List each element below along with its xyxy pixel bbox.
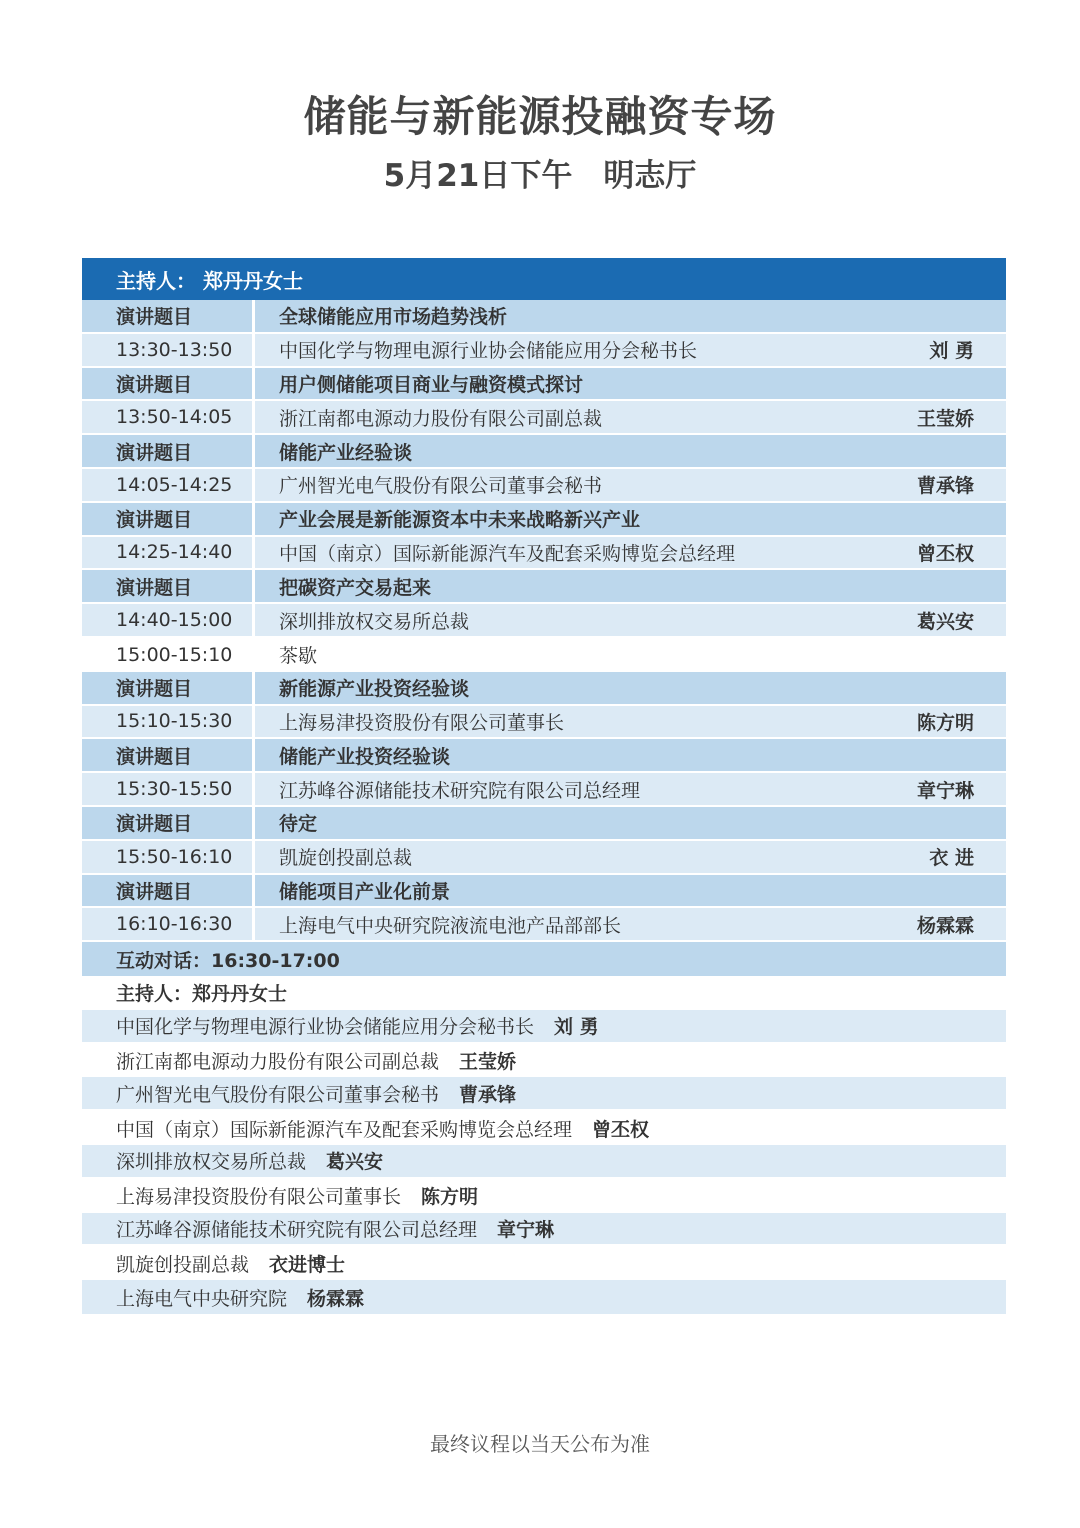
- break-row: [82, 638, 1006, 672]
- speaker-org: 江苏峰谷源储能技术研究院有限公司总经理: [279, 779, 641, 802]
- topic-row: [82, 672, 1006, 706]
- panelist-name: 章宁琳: [497, 1218, 555, 1241]
- topic-label: 演讲题目: [116, 509, 193, 532]
- speaker-org: 上海易津投资股份有限公司董事长: [279, 711, 565, 734]
- topic-title: 全球储能应用市场趋势浅析: [279, 306, 508, 329]
- panelist-name: 王莹娇: [459, 1050, 517, 1073]
- topic-title: 储能产业经验谈: [279, 441, 413, 464]
- panelist-org: 中国化学与物理电源行业协会储能应用分会秘书长: [116, 1016, 535, 1039]
- topic-label: 演讲题目: [116, 576, 193, 599]
- panelist-row: [82, 1010, 1006, 1044]
- time-slot: 15:10-15:30: [116, 710, 233, 733]
- time-slot: 14:25-14:40: [116, 541, 233, 564]
- panelist-org: 中国（南京）国际新能源汽车及配套采购博览会总经理: [116, 1118, 573, 1141]
- panelist-row: [82, 1044, 1006, 1078]
- panelist-org: 上海电气中央研究院: [116, 1287, 288, 1310]
- footer-note: 最终议程以当天公布为准: [430, 1432, 650, 1456]
- dialogue-host-row: [82, 976, 1006, 1010]
- topic-row: [82, 875, 1006, 909]
- topic-title: 新能源产业投资经验谈: [279, 678, 470, 701]
- panelist-row: [82, 1246, 1006, 1280]
- topic-label: 演讲题目: [116, 306, 193, 329]
- panelist-row: [82, 1145, 1006, 1179]
- panelist-org: 广州智光电气股份有限公司董事会秘书: [116, 1083, 440, 1106]
- topic-label: 演讲题目: [116, 813, 193, 836]
- speaker-name: 衣 进: [929, 847, 974, 870]
- time-row: [82, 469, 1006, 503]
- topic-label: 演讲题目: [116, 441, 193, 464]
- panelist-row: [82, 1179, 1006, 1213]
- topic-label: 演讲题目: [116, 880, 193, 903]
- topic-title: 产业会展是新能源资本中未来战略新兴产业: [279, 509, 641, 532]
- time-slot: 13:50-14:05: [116, 406, 233, 429]
- topic-row: [82, 300, 1006, 334]
- topic-row: [82, 807, 1006, 841]
- time-slot: 15:50-16:10: [116, 845, 233, 868]
- time-row: [82, 706, 1006, 740]
- panelist-org: 上海易津投资股份有限公司董事长: [116, 1186, 402, 1209]
- time-row: [82, 908, 1006, 942]
- speaker-name: 曹承锋: [916, 475, 974, 498]
- topic-label: 演讲题目: [116, 745, 193, 768]
- dialogue-host: 主持人：郑丹丹女士: [116, 983, 288, 1006]
- host-header: 主持人： 郑丹丹女士: [116, 268, 303, 293]
- time-row: [82, 773, 1006, 807]
- speaker-name: 王莹娇: [916, 407, 974, 430]
- panelist-row: [82, 1111, 1006, 1145]
- topic-row: [82, 503, 1006, 537]
- panelist-row: [82, 1213, 1006, 1247]
- panelist-org: 深圳排放权交易所总裁: [116, 1151, 307, 1174]
- panelist-row: [82, 1077, 1006, 1111]
- topic-row: [82, 368, 1006, 402]
- speaker-name: 杨霖霖: [916, 914, 974, 937]
- speaker-org: 中国化学与物理电源行业协会储能应用分会秘书长: [279, 340, 698, 363]
- panelist-name: 刘 勇: [554, 1016, 599, 1039]
- agenda-table: [82, 258, 1006, 1314]
- time-row: [82, 841, 1006, 875]
- topic-title: 待定: [279, 813, 318, 836]
- topic-label: 演讲题目: [116, 373, 193, 396]
- page-title: 储能与新能源投融资专场: [303, 92, 777, 141]
- panelist-name: 葛兴安: [326, 1151, 384, 1174]
- topic-title: 把碳资产交易起来: [279, 576, 432, 599]
- speaker-org: 中国（南京）国际新能源汽车及配套采购博览会总经理: [279, 542, 736, 565]
- time-slot: 13:30-13:50: [116, 338, 233, 361]
- speaker-name: 刘 勇: [929, 340, 974, 363]
- break-label: 茶歇: [279, 645, 318, 668]
- time-slot: 14:05-14:25: [116, 473, 233, 496]
- panelist-name: 杨霖霖: [307, 1287, 365, 1310]
- time-row: [82, 537, 1006, 571]
- break-time: 15:00-15:10: [116, 643, 233, 666]
- panelist-org: 浙江南都电源动力股份有限公司副总裁: [116, 1050, 440, 1073]
- panelist-name: 衣进博士: [269, 1253, 346, 1276]
- speaker-org: 广州智光电气股份有限公司董事会秘书: [279, 475, 603, 498]
- panelist-org: 凯旋创投副总裁: [116, 1253, 250, 1276]
- topic-row: [82, 570, 1006, 604]
- time-row: [82, 604, 1006, 638]
- time-row: [82, 334, 1006, 368]
- host-header-row: [82, 258, 1006, 300]
- topic-row: [82, 739, 1006, 773]
- speaker-name: 章宁琳: [916, 779, 974, 802]
- page-subtitle: 5月21日下午 明志厅: [383, 158, 697, 194]
- panelist-row: [82, 1280, 1006, 1314]
- speaker-org: 凯旋创投副总裁: [279, 847, 413, 870]
- panelist-name: 曹承锋: [459, 1083, 517, 1106]
- time-slot: 14:40-15:00: [116, 609, 233, 632]
- panelist-name: 陈方明: [421, 1186, 479, 1209]
- dialogue-row: [82, 942, 1006, 976]
- panelist-org: 江苏峰谷源储能技术研究院有限公司总经理: [116, 1218, 478, 1241]
- time-slot: 16:10-16:30: [116, 913, 233, 936]
- speaker-org: 深圳排放权交易所总裁: [279, 610, 470, 633]
- speaker-name: 曾丕权: [916, 542, 974, 565]
- time-slot: 15:30-15:50: [116, 778, 233, 801]
- speaker-org: 上海电气中央研究院液流电池产品部部长: [279, 914, 622, 937]
- topic-title: 用户侧储能项目商业与融资模式探讨: [279, 373, 584, 396]
- panelist-name: 曾丕权: [592, 1118, 650, 1141]
- topic-label: 演讲题目: [116, 678, 193, 701]
- topic-row: [82, 435, 1006, 469]
- speaker-name: 葛兴安: [916, 610, 974, 633]
- speaker-org: 浙江南都电源动力股份有限公司副总裁: [279, 407, 603, 430]
- dialogue-title: 互动对话：16:30-17:00: [116, 949, 340, 972]
- topic-title: 储能项目产业化前景: [279, 880, 451, 903]
- topic-title: 储能产业投资经验谈: [279, 745, 451, 768]
- time-row: [82, 401, 1006, 435]
- speaker-name: 陈方明: [916, 711, 974, 734]
